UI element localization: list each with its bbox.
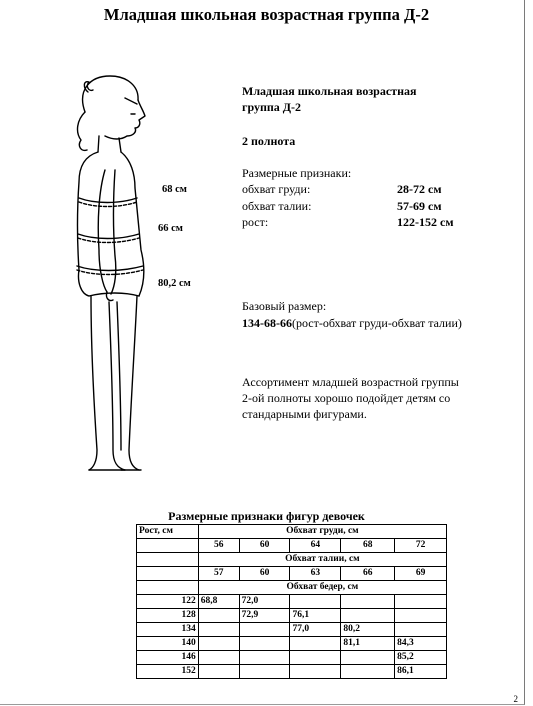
- base-size-line: [242, 315, 462, 331]
- hip-value: [239, 651, 290, 665]
- hip-value: 86,1: [395, 665, 447, 679]
- hip-value: [290, 595, 341, 609]
- chest-measure-label: 68 см: [162, 184, 187, 195]
- table-title: Размерные признаки фигур девочек: [168, 509, 365, 523]
- info-heading: [242, 83, 417, 115]
- chest-value: 68: [341, 539, 395, 553]
- hip-value: [198, 609, 239, 623]
- girl-figure-illustration: [55, 70, 165, 480]
- assortment-line: 2-ой полноты хорошо подойдет детям со: [242, 391, 451, 405]
- hip-value: 72,0: [239, 595, 290, 609]
- waist-measure-label: 66 см: [158, 223, 183, 234]
- hip-value: [290, 665, 341, 679]
- hip-value: [395, 623, 447, 637]
- hip-value: 77,0: [290, 623, 341, 637]
- hip-value: [239, 665, 290, 679]
- hip-value: 85,2: [395, 651, 447, 665]
- table-cell: [137, 539, 199, 553]
- waist-value: 69: [395, 567, 447, 581]
- hip-value: [198, 637, 239, 651]
- height-value: 128: [137, 609, 199, 623]
- waist-value: 66: [341, 567, 395, 581]
- hip-value: 84,3: [395, 637, 447, 651]
- chest-value: 56: [198, 539, 239, 553]
- hip-value: [341, 665, 395, 679]
- hip-value: 76,1: [290, 609, 341, 623]
- feature-value: 122-152 см: [397, 215, 454, 229]
- table-row: [137, 609, 447, 623]
- assortment-line: стандарными фигурами.: [242, 407, 367, 421]
- hip-value: [290, 637, 341, 651]
- table-row: [137, 623, 447, 637]
- height-value: 140: [137, 637, 199, 651]
- feature-label: обхват груди:: [242, 182, 311, 196]
- fullness-text: 2 полнота: [242, 134, 296, 148]
- waist-value: 63: [290, 567, 341, 581]
- table-cell: [137, 553, 199, 567]
- chest-value: 64: [290, 539, 341, 553]
- info-heading-line: группа Д-2: [242, 100, 302, 114]
- height-value: 152: [137, 665, 199, 679]
- waist-value: 60: [239, 567, 290, 581]
- hip-value: [341, 609, 395, 623]
- table-row: [137, 665, 447, 679]
- hip-value: [198, 665, 239, 679]
- feature-value: 28-72 см: [397, 182, 442, 196]
- table-row: [137, 525, 447, 539]
- page-title: Младшая школьная возрастная группа Д-2: [103, 5, 430, 24]
- table-row: [137, 637, 447, 651]
- hip-value: 80,2: [341, 623, 395, 637]
- hip-value: [341, 595, 395, 609]
- hip-value: 81,1: [341, 637, 395, 651]
- info-heading-line: Младшая школьная возрастная: [242, 84, 417, 98]
- size-table: [136, 524, 447, 679]
- hip-value: [395, 609, 447, 623]
- table-row: [137, 581, 447, 595]
- table-row: [137, 651, 447, 665]
- feature-label: обхват талии:: [242, 199, 312, 213]
- hip-value: 72,9: [239, 609, 290, 623]
- height-value: 146: [137, 651, 199, 665]
- features-title: Размерные признаки:: [242, 166, 352, 180]
- hip-value: [341, 651, 395, 665]
- hip-value: [395, 595, 447, 609]
- hip-value: [239, 623, 290, 637]
- table-row: [137, 595, 447, 609]
- waist-header: Обхват талии, см: [198, 553, 446, 567]
- feature-label: рост:: [242, 215, 269, 229]
- hip-value: 68,8: [198, 595, 239, 609]
- assortment-line: Ассортимент младшей возрастной группы: [242, 375, 459, 389]
- base-size-title: Базовый размер:: [242, 299, 327, 313]
- table-row: [137, 539, 447, 553]
- hip-measure-label: 80,2 см: [158, 278, 191, 289]
- table-row: [137, 567, 447, 581]
- hip-value: [198, 623, 239, 637]
- chest-header: Обхват груди, см: [198, 525, 446, 539]
- height-header: Рост, см: [137, 525, 199, 539]
- page-number: 2: [513, 694, 518, 704]
- table-cell: [137, 581, 199, 595]
- hip-value: [290, 651, 341, 665]
- height-value: 134: [137, 623, 199, 637]
- hip-value: [198, 651, 239, 665]
- feature-value: 57-69 см: [397, 199, 442, 213]
- assortment-paragraph: [242, 374, 459, 422]
- chest-value: 60: [239, 539, 290, 553]
- table-row: [137, 553, 447, 567]
- base-size-value: 134-68-66: [242, 316, 292, 330]
- base-size-description: (рост-обхват груди-обхват талии): [292, 316, 462, 330]
- table-cell: [137, 567, 199, 581]
- hip-header: Обхват бедер, см: [198, 581, 446, 595]
- chest-value: 72: [395, 539, 447, 553]
- waist-value: 57: [198, 567, 239, 581]
- fullness-label: [242, 133, 295, 149]
- height-value: 122: [137, 595, 199, 609]
- hip-value: [239, 637, 290, 651]
